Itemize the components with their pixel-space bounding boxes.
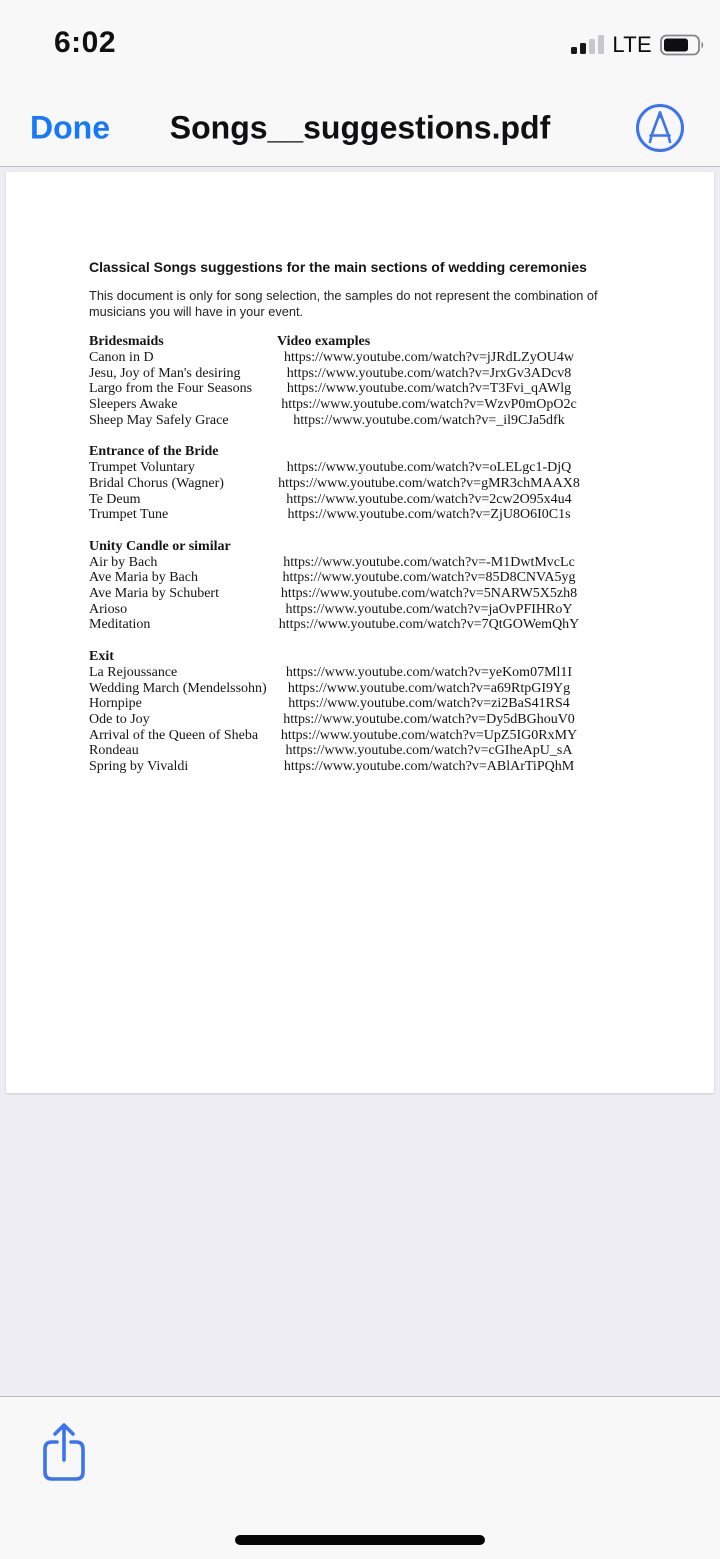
section-title: Entrance of the Bride [89, 444, 219, 460]
song-url-link[interactable]: https://www.youtube.com/watch?v=yeKom07Ml1I [285, 664, 573, 680]
section-header-row [89, 649, 689, 665]
song-row [89, 728, 689, 744]
song-name: Canon in D [89, 349, 154, 365]
song-url-link[interactable]: https://www.youtube.com/watch?v=jaOvPFIHRoY [285, 601, 573, 617]
song-url-link[interactable]: https://www.youtube.com/watch?v=-M1DwtMvcLc [283, 554, 575, 570]
song-section [89, 444, 689, 523]
song-name: Trumpet Tune [89, 507, 169, 523]
section-header-row [89, 444, 689, 460]
song-row [89, 759, 689, 775]
nav-bar [0, 90, 720, 167]
markup-button[interactable] [634, 102, 686, 154]
song-name: Spring by Vivaldi [89, 759, 189, 775]
song-row [89, 602, 689, 618]
song-section [89, 539, 689, 633]
network-type-label: LTE [612, 32, 652, 57]
song-url-link[interactable]: https://www.youtube.com/watch?v=2cw2O95x4u4 [286, 491, 572, 507]
song-url-link[interactable]: https://www.youtube.com/watch?v=zi2BaS41RS4 [288, 696, 570, 712]
song-url-link[interactable]: https://www.youtube.com/watch?v=WzvP0mOpO2c [281, 397, 577, 412]
song-url-link[interactable]: https://www.youtube.com/watch?v=jJRdLZyOU4w [283, 349, 575, 365]
song-name: Ode to Joy [89, 711, 150, 727]
song-name: Sleepers Awake [89, 397, 178, 412]
share-button[interactable] [34, 1419, 96, 1487]
song-row [89, 397, 689, 413]
signal-strength-icon [571, 34, 604, 56]
markup-pen-icon [634, 142, 686, 157]
section-title: Exit [89, 649, 114, 665]
status-bar [0, 0, 720, 90]
bottom-toolbar [0, 1396, 720, 1559]
song-row [89, 350, 689, 366]
home-indicator[interactable] [235, 1535, 485, 1545]
song-name: Bridal Chorus (Wagner) [89, 475, 224, 491]
song-url-link[interactable]: https://www.youtube.com/watch?v=UpZ5IG0RxMY [280, 727, 578, 743]
song-row [89, 743, 689, 759]
song-name: Ave Maria by Bach [89, 570, 198, 586]
song-name: Largo from the Four Seasons [89, 381, 253, 397]
section-header-row [89, 334, 689, 350]
song-row [89, 586, 689, 602]
song-row [89, 617, 689, 633]
song-name: Arrival of the Queen of Sheba [89, 727, 259, 743]
song-url-link[interactable]: https://www.youtube.com/watch?v=JrxGv3ADcv8 [286, 365, 572, 381]
song-name: Wedding March (Mendelssohn) [89, 680, 267, 696]
song-sections [89, 334, 689, 775]
doc-heading: Classical Songs suggestions for the main sections of wedding ceremonies [89, 259, 587, 275]
song-row [89, 555, 689, 571]
song-url-link[interactable]: https://www.youtube.com/watch?v=_il9CJa5dfk [293, 412, 565, 428]
song-url-link[interactable]: https://www.youtube.com/watch?v=ZjU8O6I0C1s [287, 507, 571, 523]
song-section [89, 334, 689, 428]
share-icon [34, 1475, 96, 1490]
song-name: Te Deum [89, 491, 141, 507]
song-name: Arioso [89, 601, 128, 617]
status-icons [571, 30, 706, 60]
song-name: Meditation [89, 617, 151, 633]
song-url-link[interactable]: https://www.youtube.com/watch?v=Dy5dBGhouV0 [283, 711, 575, 727]
song-name: Jesu, Joy of Man's desiring [89, 365, 241, 381]
doc-intro: This document is only for song selection, the samples do not represent the combination of musicians you will have in your event. [89, 288, 598, 319]
document-title: Songs__suggestions.pdf [169, 109, 551, 146]
song-url-link[interactable]: https://www.youtube.com/watch?v=oLELgc1-DjQ [286, 460, 572, 476]
song-url-link[interactable]: https://www.youtube.com/watch?v=T3Fvi_qAWlg [286, 381, 572, 397]
song-row [89, 492, 689, 508]
song-url-link[interactable]: https://www.youtube.com/watch?v=7QtGOWemQhY [278, 617, 580, 633]
song-url-link[interactable]: https://www.youtube.com/watch?v=gMR3chMAAX8 [278, 475, 580, 491]
song-row [89, 665, 689, 681]
song-url-link[interactable]: https://www.youtube.com/watch?v=5NARW5X5zh8 [280, 586, 578, 602]
video-examples-header: Video examples [277, 334, 371, 350]
song-url-link[interactable]: https://www.youtube.com/watch?v=cGIheApU_sA [285, 743, 573, 759]
done-button[interactable]: Done [30, 109, 110, 146]
song-row [89, 681, 689, 697]
pdf-scroll-area[interactable] [0, 168, 720, 1396]
song-row [89, 381, 689, 397]
song-row [89, 696, 689, 712]
song-row [89, 476, 689, 492]
song-url-link[interactable]: https://www.youtube.com/watch?v=85D8CNVA5yg [282, 570, 576, 586]
status-time: 6:02 [54, 26, 117, 59]
song-row [89, 507, 689, 523]
section-header-row [89, 539, 689, 555]
song-name: Ave Maria by Schubert [89, 586, 219, 602]
song-row [89, 366, 689, 382]
song-name: Hornpipe [89, 696, 142, 712]
section-title: Bridesmaids [89, 334, 164, 350]
song-url-link[interactable]: https://www.youtube.com/watch?v=a69RtpGI9Yg [287, 680, 571, 696]
song-name: Air by Bach [89, 554, 158, 570]
song-row [89, 570, 689, 586]
song-name: La Rejoussance [89, 664, 178, 680]
song-url-link[interactable]: https://www.youtube.com/watch?v=ABlArTiPQhM [283, 759, 575, 775]
pdf-page [6, 172, 714, 1093]
song-row [89, 460, 689, 476]
section-title: Unity Candle or similar [89, 538, 231, 554]
song-name: Rondeau [89, 743, 139, 759]
song-section [89, 649, 689, 775]
battery-icon [660, 34, 706, 56]
song-row [89, 712, 689, 728]
song-name: Trumpet Voluntary [89, 460, 195, 476]
song-row [89, 413, 689, 429]
song-name: Sheep May Safely Grace [89, 412, 229, 428]
